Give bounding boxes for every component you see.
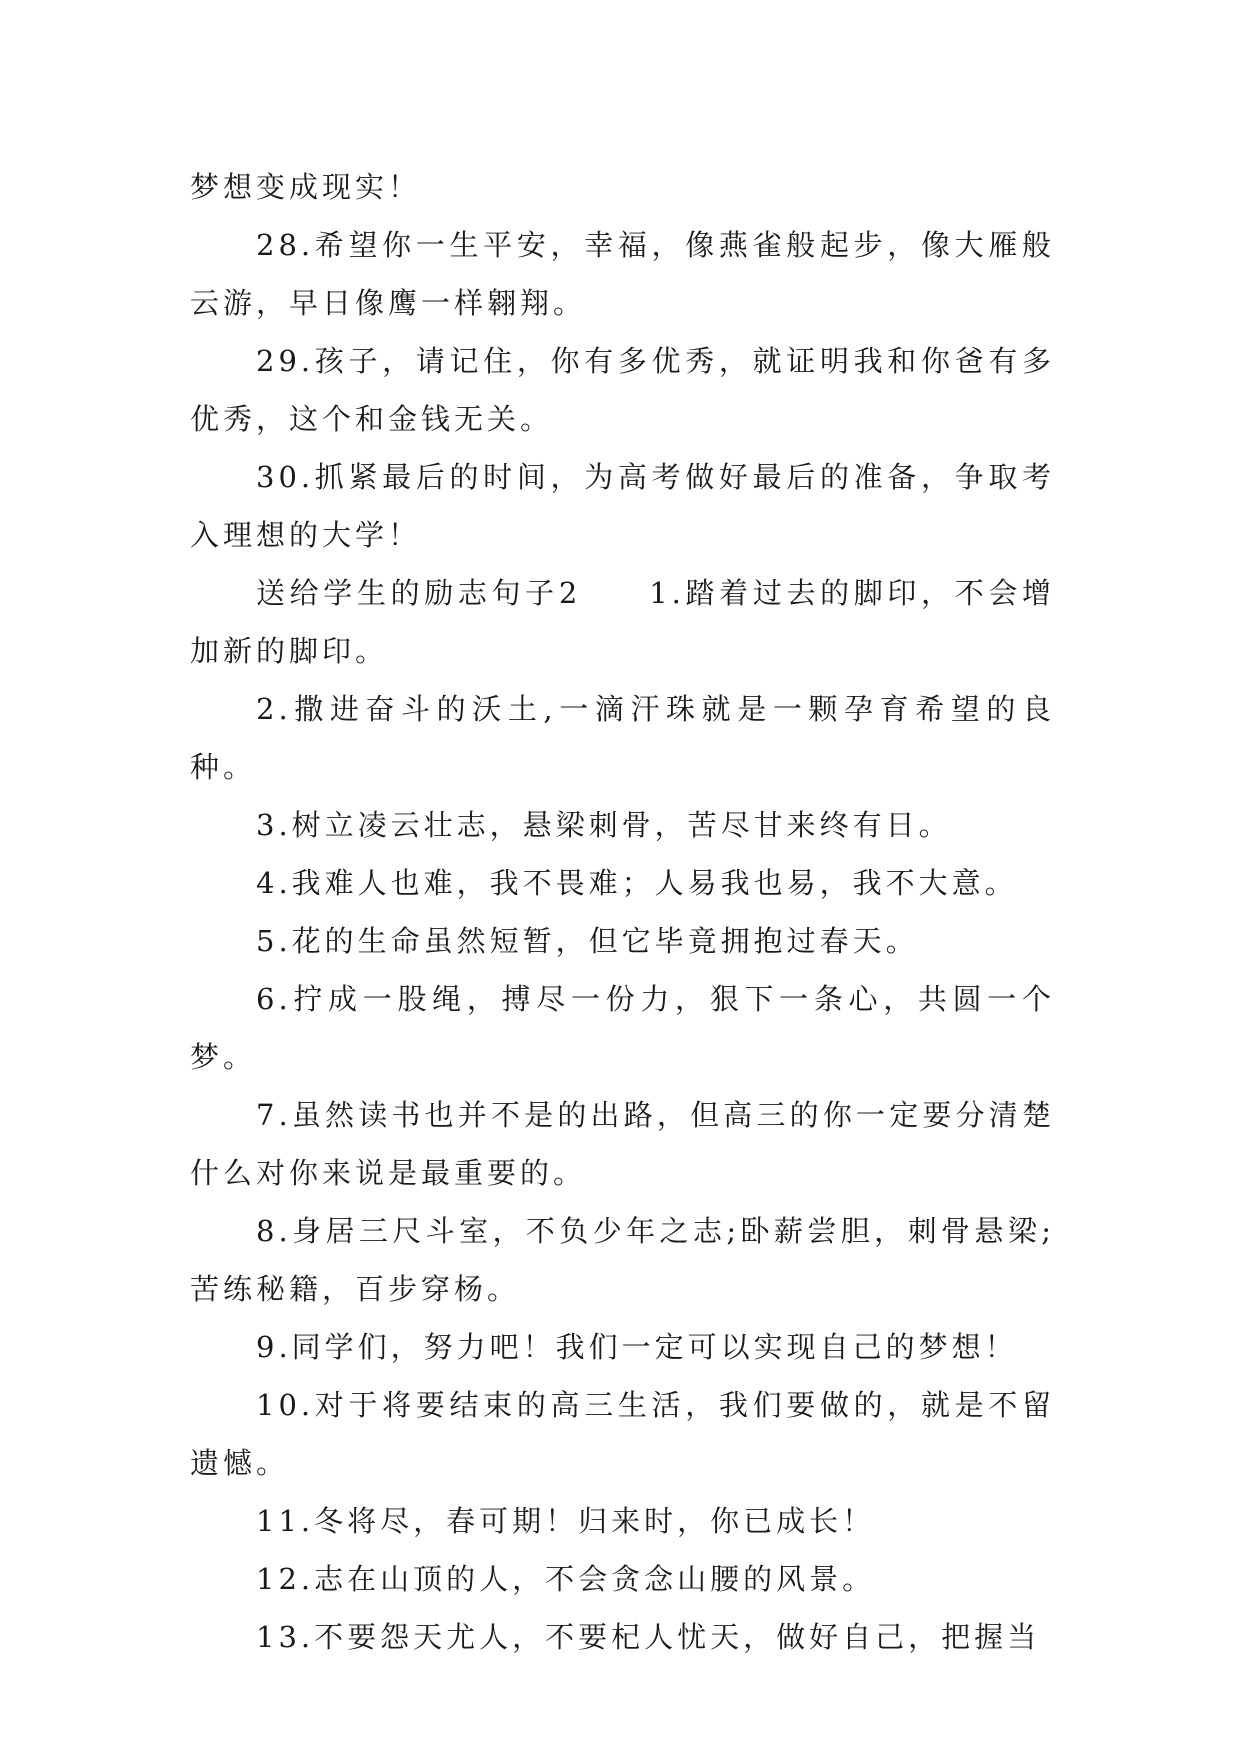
paragraph: 12.志在山顶的人，不会贪念山腰的风景。 — [256, 1562, 876, 1596]
paragraph: 11.冬将尽，春可期！归来时，你已成长！ — [256, 1504, 876, 1538]
paragraph: 5.花的生命虽然短暂，但它毕竟拥抱过春天。 — [256, 924, 919, 958]
paragraph: 8.身居三尺斗室，不负少年之志;卧薪尝胆，刺骨悬梁;苦练秘籍，百步穿杨。 — [190, 1214, 1055, 1306]
paragraph: 送给学生的励志句子2 1.踏着过去的脚印，不会增加新的脚印。 — [190, 576, 1055, 668]
paragraph: 9.同学们，努力吧！我们一定可以实现自己的梦想！ — [256, 1330, 1018, 1364]
paragraph: 10.对于将要结束的高三生活，我们要做的，就是不留遗憾。 — [190, 1388, 1055, 1480]
paragraph: 4.我难人也难，我不畏难；人易我也易，我不大意。 — [256, 866, 1018, 900]
paragraph: 7.虽然读书也并不是的出路，但高三的你一定要分清楚什么对你来说是最重要的。 — [190, 1098, 1055, 1190]
paragraph: 30.抓紧最后的时间，为高考做好最后的准备，争取考入理想的大学！ — [190, 460, 1055, 552]
paragraph: 13.不要怨天尤人，不要杞人忧天，做好自己，把握当 — [256, 1620, 1041, 1654]
paragraph: 梦想变成现实！ — [190, 170, 422, 204]
paragraph: 6.拧成一股绳，搏尽一份力，狠下一条心，共圆一个梦。 — [190, 982, 1055, 1074]
paragraph: 28.希望你一生平安，幸福，像燕雀般起步，像大雁般云游，早日像鹰一样翱翔。 — [190, 228, 1055, 320]
paragraph: 2.撒进奋斗的沃土,一滴汗珠就是一颗孕育希望的良种。 — [190, 692, 1055, 784]
paragraph: 3.树立凌云壮志，悬梁刺骨，苦尽甘来终有日。 — [256, 808, 952, 842]
paragraph: 29.孩子，请记住，你有多优秀，就证明我和你爸有多优秀，这个和金钱无关。 — [190, 344, 1055, 436]
document-body — [190, 158, 1055, 1666]
